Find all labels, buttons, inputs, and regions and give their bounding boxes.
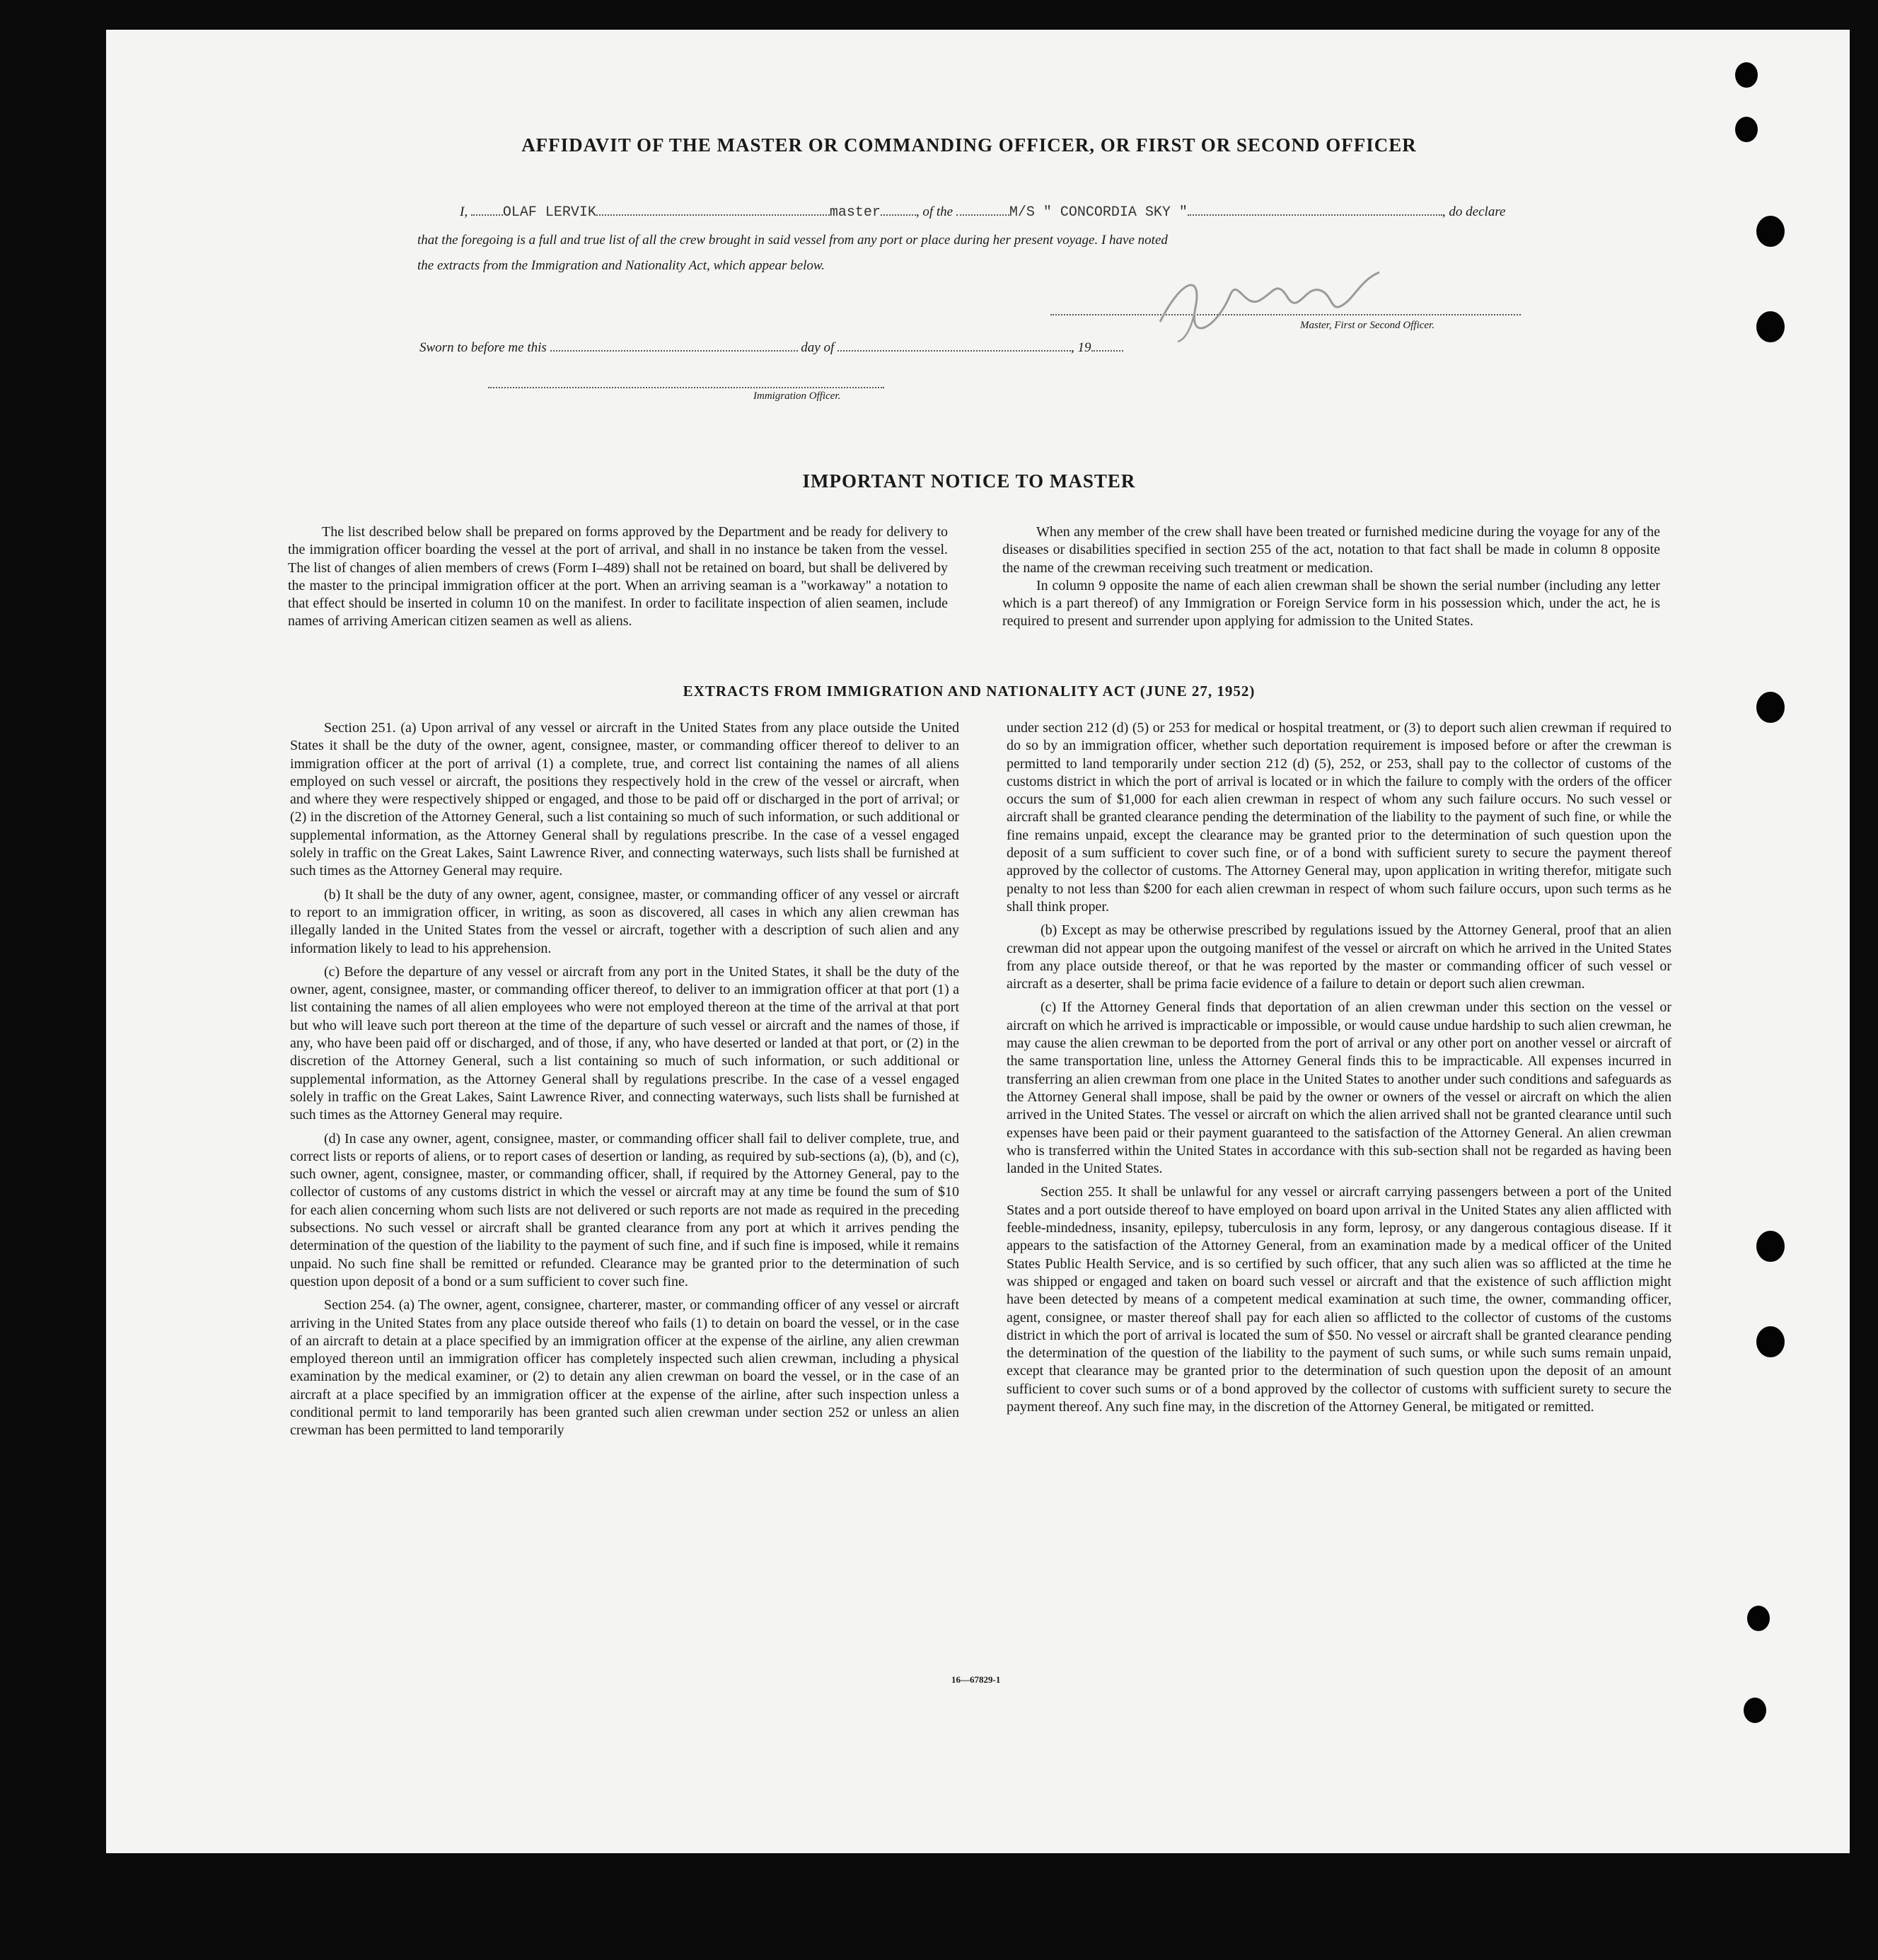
notice-paragraph: In column 9 opposite the name of each alien crewman shall be shown the serial number (including any letter which is a part thereof) of any Immigration or Foreign Service form in his possession which, under the act, he is required to present and surrender upon applying for admission to the United States. xyxy=(1002,577,1660,630)
signature-caption: Master, First or Second Officer. xyxy=(1300,320,1434,331)
notice-right-column xyxy=(1002,523,1660,637)
section-paragraph: Section 254. (a) The owner, agent, consignee, charterer, master, or commanding officer of any vessel or aircraft arriving in the United States from any place outside thereof who fails (1) to detain on board the vessel, or in the case of an aircraft to detain at a place specified by an immigration officer at the expense of the airline, any alien crewman employed thereon until an immigration officer has completely inspected such alien crewman, including a physical examination by the medical examiner, or (2) to detain any alien crewman on board the vessel, or in the case of an aircraft at a place specified by an immigration officer at the expense of the airline, after such inspection unless a conditional permit to land temporarily has been granted such alien crewman under section 252 or unless an alien crewman has been permitted to land temporarily xyxy=(290,1297,959,1439)
vessel-name: M/S " CONCORDIA SKY " xyxy=(1009,204,1188,221)
affidavit-title: AFFIDAVIT OF THE MASTER OR COMMANDING OFFICER, OR FIRST OR SECOND OFFICER xyxy=(521,134,1417,156)
punch-hole xyxy=(1756,311,1785,342)
notice-title: IMPORTANT NOTICE TO MASTER xyxy=(802,470,1136,492)
section-paragraph: (c) If the Attorney General finds that deportation of an alien crewman under this section on the vessel or aircraft on which he arrived is impracticable or impossible, or would cause undue hardship to such alien crewman, he may cause the alien crewman to be deported from the port of arrival or any other port on another vessel or aircraft of the same transportation line, unless the Attorney General finds this to be impracticable. All expenses incurred in transferring an alien crewman from one place in the United States to another under such conditions and safeguards as the Attorney General shall impose, shall be paid by the owner or owners of the vessel or aircraft on which the alien arrived in the United States. The vessel or aircraft on which the alien arrived shall not be granted clearance until such expenses have been paid or their payment guaranteed to the satisfaction of the Attorney General. An alien crewman who is transferred within the United States in accordance with this sub-section shall not be regarded as having been landed in the United States. xyxy=(1007,999,1671,1177)
section-paragraph: Section 251. (a) Upon arrival of any vessel or aircraft in the United States from any place outside the United States it shall be the duty of the owner, agent, consignee, master, or commanding officer thereof to deliver to an immigration officer at the port of arrival (1) a complete, true, and correct list containing the names of all aliens employed on such vessel or aircraft, the positions they respectively hold in the crew of the vessel or aircraft, when and where they were respectively shipped or engaged, and those to be paid off or discharged in the port of arrival; or (2) in the discretion of the Attorney General, such a list containing so much of such information, or such additional or supplemental information, as the Attorney General shall by regulations prescribe. In the case of a vessel engaged solely in traffic on the Great Lakes, Saint Lawrence River, and connecting waterways, such lists shall be furnished at such times as the Attorney General may require. xyxy=(290,720,959,879)
punch-hole xyxy=(1756,216,1785,247)
declaration-text-2: the extracts from the Immigration and Nationality Act, which appear below. xyxy=(417,258,825,273)
role-field: master xyxy=(829,204,881,221)
section-paragraph: (d) In case any owner, agent, consignee, master, or commanding officer shall fail to deliver complete, true, and correct lists or reports of aliens, or to report cases of desertion or landing, as required by sub-sections (a), (b), and (c), such owner, agent, consignee, master, or commanding officer, shall, if required by the Attorney General, pay to the collector of customs of any customs district in which the vessel or aircraft may at any time be found the sum of $10 for each alien concerning whom such lists are not delivered or such reports are not made as required in the preceding subsections. No such vessel or aircraft shall be granted clearance from any port at which it arrives pending the determination of the question of the liability to the payment of such fine, and if such fine is imposed, while it remains unpaid. No such fine shall be remitted or refunded. Clearance may be granted prior to the determination of such question upon deposit of a bond or a sum sufficient to cover such fine. xyxy=(290,1130,959,1289)
sworn-line: Sworn to before me this day of , 19 xyxy=(419,340,1123,356)
section-paragraph: Section 255. It shall be unlawful for any vessel or aircraft carrying passengers between a port of the United States and a port outside thereof to have employed on board upon arrival in the United States any alien afflicted with feeble-mindedness, insanity, epilepsy, tuberculosis in any form, leprosy, or any dangerous contagious disease. If it appears to the satisfaction of the Attorney General, from an examination made by a medical officer of the United States Public Health Service, and is so certified by such officer, that any such alien was so afflicted at the time he was shipped or engaged and taken on board such vessel or aircraft and that the existence of such affliction might have been detected by means of a competent medical examination at such time, the owner, commanding officer, agent, consignee, or master thereof shall pay for each alien so afflicted to the collector of customs of the customs district in which the port of arrival is located the sum of $50. No vessel or aircraft shall be granted clearance pending the determination of the question of the liability to the payment of such sums, or while such sums remain unpaid, except that clearance may be granted prior to the determination of such question upon the deposit of an amount sufficient to cover such sums or of a bond approved by the collector of customs with sufficient surety to secure the payment thereof. Any such fine may, in the discretion of the Attorney General, be mitigated or remitted. xyxy=(1007,1184,1671,1415)
officer-caption: Immigration Officer. xyxy=(753,390,841,402)
notice-paragraph: The list described below shall be prepared on forms approved by the Department and be ready for delivery to the immigration officer boarding the vessel at the port of arrival, and shall in no instance be taken from the vessel. The list of changes of alien members of crews (Form I–489) shall not be retained on board, but shall be delivered by the master to the principal immigration officer at the port. When an arriving seaman is a "workaway" a notation to that effect should be inserted in column 10 on the manifest. In order to facilitate inspection of alien seamen, include names of arriving American citizen seamen as well as aliens. xyxy=(288,524,948,630)
punch-hole xyxy=(1744,1698,1766,1723)
notice-left-column xyxy=(288,523,948,637)
extracts-right-column xyxy=(1007,719,1671,1422)
declarant-line: I, OLAF LERVIK master , of the M/S " CONCORDIA SKY " , do declare xyxy=(460,204,1506,221)
notice-paragraph: When any member of the crew shall have been treated or furnished medicine during the voyage for any of the diseases or disabilities specified in section 255 of the act, notation to that fact shall be made in column 8 opposite the name of the crewman receiving such treatment or medication. xyxy=(1002,524,1660,576)
section-paragraph: (c) Before the departure of any vessel or aircraft from any port in the United States, it shall be the duty of the owner, agent, consignee, master, or commanding officer thereof, to deliver to an immigration officer at that port (1) a list containing the names of all alien employees who were not employed thereon at the time of the arrival at that port but who will leave such port thereon at the time of the departure of such vessel or aircraft and the names of those, if any, who have been paid off or discharged, and of those, if any, who have deserted or landed at that port, or (2) in the discretion of the Attorney General, such a list containing so much of such information, or such additional or supplemental information, as the Attorney General shall by regulations prescribe. In the case of a vessel engaged solely in traffic on the Great Lakes, Saint Lawrence River, and connecting waterways, such lists shall be furnished at such times as the Attorney General may require. xyxy=(290,963,959,1123)
declaration-text: that the foregoing is a full and true list of all the crew brought in said vessel from any port or place during her present voyage. I have noted xyxy=(417,233,1168,248)
extracts-left-column xyxy=(290,719,959,1446)
punch-hole xyxy=(1747,1606,1770,1631)
form-code: 16—67829-1 xyxy=(951,1674,1001,1685)
section-paragraph: (b) It shall be the duty of any owner, agent, consignee, master, or commanding officer of any vessel or aircraft to report to an immigration officer, in writing, as soon as discovered, all cases in which any alien crewman has illegally landed in the United States from the vessel or aircraft, together with a description of such alien and any information likely to lead to his apprehension. xyxy=(290,886,959,956)
master-name: OLAF LERVIK xyxy=(502,204,596,221)
punch-hole xyxy=(1735,62,1758,88)
punch-hole xyxy=(1756,1326,1785,1357)
punch-hole xyxy=(1756,1231,1785,1262)
section-paragraph: under section 212 (d) (5) or 253 for medical or hospital treatment, or (3) to deport such alien crewman if required to do so by an immigration officer, whether such deportation requirement is imposed before or after the crewman is permitted to land temporarily under section 212 (d) (5), 252, or 253, shall pay to the collector of customs of the customs district in which the port of arrival is located or in which the failure to comply with the orders of the officer occurs the sum of $1,000 for each alien crewman in respect of whom any such failure occurs. No such vessel or aircraft shall be granted clearance pending the determination of the liability to the payment of such fine, or while the fine remains unpaid, except the clearance may be granted prior to the determination of such question upon the deposit of a sum sufficient to cover such fine, or of a bond with sufficient surety to secure the payment thereof approved by the collector of customs. The Attorney General may, upon application in writing therefor, mitigate such penalty to not less than $200 for each alien crewman in respect of whom such failure occurs, upon such terms as he shall think proper. xyxy=(1007,720,1671,915)
extracts-title: EXTRACTS FROM IMMIGRATION AND NATIONALITY ACT (JUNE 27, 1952) xyxy=(683,683,1256,700)
section-paragraph: (b) Except as may be otherwise prescribed by regulations issued by the Attorney General, proof that an alien crewman did not appear upon the outgoing manifest of the vessel or aircraft on which he arrived in the United States from any place outside thereof, or that he was reported by the master or commanding officer of such vessel or aircraft as a deserter, shall be prima facie evidence of a failure to detain or deport such alien crewman. xyxy=(1007,922,1671,992)
